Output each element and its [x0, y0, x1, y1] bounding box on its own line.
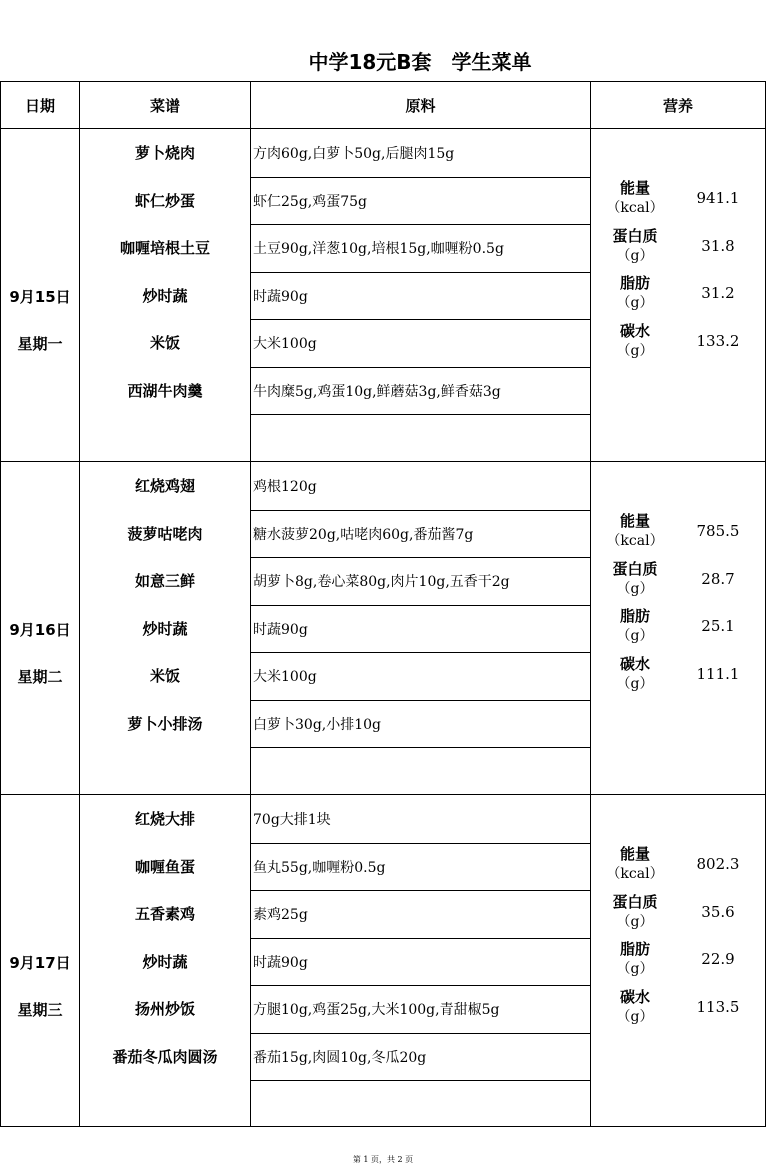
ingredient-row-line — [250, 224, 591, 225]
nutrition-name: 脂肪 — [619, 607, 650, 625]
nutrition-unit: （g） — [616, 628, 654, 644]
dish-name: 米饭 — [149, 667, 180, 685]
dish-name: 萝卜烧肉 — [134, 144, 195, 162]
nutrition-value-carbs: 133.2 — [696, 332, 740, 350]
nutrition-unit: （kcal） — [606, 866, 664, 882]
ingredient-list: 番茄15g,肉圆10g,冬瓜20g — [253, 1049, 427, 1066]
ingredient-row-line — [250, 605, 591, 606]
nutrition-unit: （g） — [616, 914, 654, 930]
nutrition-unit: （g） — [616, 248, 654, 264]
ingredient-row-line — [250, 510, 591, 511]
dish-name: 番茄冬瓜肉圆汤 — [112, 1048, 218, 1066]
nutrition-name: 能量 — [619, 845, 650, 863]
date-label: 9月17日 — [9, 953, 71, 972]
ingredient-list: 方肉60g,白萝卜50g,后腿肉15g — [253, 145, 455, 162]
nutrition-value-energy: 802.3 — [696, 855, 740, 873]
nutrition-name: 蛋白质 — [612, 893, 658, 911]
dish-name: 炒时蔬 — [142, 620, 188, 638]
day-separator — [0, 461, 766, 462]
dish-column-border — [250, 81, 251, 1127]
nutrition-label-protein — [598, 559, 672, 599]
nutrition-unit: （g） — [616, 343, 654, 359]
nutrition-unit: （g） — [616, 1009, 654, 1025]
dish-name: 咖喱鱼蛋 — [134, 858, 195, 876]
nutrition-value-protein: 28.7 — [701, 570, 735, 588]
dish-name: 米饭 — [149, 334, 180, 352]
header-date: 日期 — [24, 96, 55, 115]
nutrition-name: 能量 — [619, 179, 650, 197]
dish-name: 扬州炒饭 — [134, 1000, 195, 1018]
weekday-label: 星期三 — [17, 1000, 63, 1019]
dish-name: 西湖牛肉羹 — [127, 382, 203, 400]
ingredient-row-line — [250, 652, 591, 653]
ingredient-row-line — [250, 890, 591, 891]
nutrition-unit: （kcal） — [606, 200, 664, 216]
nutrition-name: 脂肪 — [619, 274, 650, 292]
nutrition-unit: （g） — [616, 581, 654, 597]
nutrition-value-carbs: 113.5 — [696, 998, 740, 1016]
nutrition-label-energy — [598, 511, 672, 551]
ingredient-list: 鸡根120g — [253, 478, 317, 495]
nutrition-value-protein: 31.8 — [701, 237, 735, 255]
nutrition-value-fat: 22.9 — [701, 950, 735, 968]
page-footer: 第 1 页，共 2 页 — [352, 1155, 414, 1164]
nutrition-unit: （g） — [616, 961, 654, 977]
ingredient-list: 虾仁25g,鸡蛋75g — [253, 193, 368, 210]
ingredient-row-line — [250, 700, 591, 701]
ingredient-list: 时蔬90g — [253, 621, 308, 638]
ingredient-list: 糖水菠萝20g,咕咾肉60g,番茄酱7g — [253, 526, 474, 543]
ingredient-row-line — [250, 843, 591, 844]
ingredient-list: 胡萝卜8g,卷心菜80g,肉片10g,五香干2g — [253, 573, 510, 590]
dish-name: 红烧大排 — [134, 810, 195, 828]
nutrition-label-carbs — [598, 654, 672, 694]
ingredient-row-line — [250, 938, 591, 939]
ingredient-row-line — [250, 272, 591, 273]
dish-name: 萝卜小排汤 — [127, 715, 203, 733]
nutrition-label-energy — [598, 844, 672, 884]
header-dish: 菜谱 — [149, 96, 180, 115]
nutrition-name: 蛋白质 — [612, 227, 658, 245]
ingredient-row-line — [250, 1080, 591, 1081]
ingredient-row-line — [250, 177, 591, 178]
ingredient-row-line — [250, 367, 591, 368]
ingredient-row-line — [250, 747, 591, 748]
ingredient-row-line — [250, 414, 591, 415]
dish-name: 如意三鲜 — [134, 572, 195, 590]
nutrition-unit: （g） — [616, 676, 654, 692]
nutrition-name: 碳水 — [619, 988, 650, 1006]
ingredient-list: 方腿10g,鸡蛋25g,大米100g,青甜椒5g — [253, 1001, 500, 1018]
dish-name: 菠萝咕咾肉 — [127, 525, 203, 543]
nutrition-label-fat — [598, 606, 672, 646]
nutrition-label-carbs — [598, 321, 672, 361]
ingredient-row-line — [250, 1033, 591, 1034]
weekday-label: 星期一 — [17, 334, 63, 353]
nutrition-name: 碳水 — [619, 322, 650, 340]
nutrition-label-fat — [598, 939, 672, 979]
header-ingredients: 原料 — [405, 96, 436, 115]
nutrition-value-fat: 31.2 — [701, 284, 735, 302]
weekday-label: 星期二 — [17, 667, 63, 686]
ingredient-list: 鱼丸55g,咖喱粉0.5g — [253, 859, 386, 876]
dish-name: 咖喱培根土豆 — [119, 239, 210, 257]
ingredient-list: 大米100g — [253, 335, 317, 352]
ingredient-row-line — [250, 985, 591, 986]
dish-name: 炒时蔬 — [142, 287, 188, 305]
nutrition-label-protein — [598, 892, 672, 932]
ingredient-row-line — [250, 319, 591, 320]
table-bottom-border — [0, 1126, 766, 1127]
ingredient-column-border — [590, 81, 591, 1127]
ingredient-list: 牛肉糜5g,鸡蛋10g,鲜蘑菇3g,鲜香菇3g — [253, 383, 501, 400]
nutrition-value-energy: 785.5 — [696, 522, 740, 540]
nutrition-value-energy: 941.1 — [696, 189, 740, 207]
nutrition-label-protein — [598, 226, 672, 266]
dish-name: 炒时蔬 — [142, 953, 188, 971]
date-label: 9月15日 — [9, 287, 71, 306]
dish-name: 虾仁炒蛋 — [134, 192, 195, 210]
ingredient-list: 大米100g — [253, 668, 317, 685]
ingredient-list: 土豆90g,洋葱10g,培根15g,咖喱粉0.5g — [253, 240, 504, 257]
ingredient-row-line — [250, 557, 591, 558]
day-separator — [0, 794, 766, 795]
nutrition-name: 能量 — [619, 512, 650, 530]
ingredient-list: 时蔬90g — [253, 954, 308, 971]
ingredient-list: 素鸡25g — [253, 906, 308, 923]
nutrition-unit: （g） — [616, 295, 654, 311]
dish-name: 红烧鸡翅 — [134, 477, 195, 495]
date-label: 9月16日 — [9, 620, 71, 639]
dish-name: 五香素鸡 — [134, 905, 195, 923]
page-title: 中学18元B套 学生菜单 — [308, 50, 532, 74]
nutrition-name: 蛋白质 — [612, 560, 658, 578]
nutrition-name: 碳水 — [619, 655, 650, 673]
nutrition-name: 脂肪 — [619, 940, 650, 958]
nutrition-label-fat — [598, 273, 672, 313]
nutrition-value-fat: 25.1 — [701, 617, 735, 635]
ingredient-list: 时蔬90g — [253, 288, 308, 305]
nutrition-label-energy — [598, 178, 672, 218]
ingredient-list: 70g大排1块 — [253, 811, 331, 828]
nutrition-label-carbs — [598, 987, 672, 1027]
nutrition-value-protein: 35.6 — [701, 903, 735, 921]
nutrition-value-carbs: 111.1 — [696, 665, 740, 683]
header-nutrition: 营养 — [662, 96, 693, 115]
ingredient-list: 白萝卜30g,小排10g — [253, 716, 382, 733]
nutrition-unit: （kcal） — [606, 533, 664, 549]
